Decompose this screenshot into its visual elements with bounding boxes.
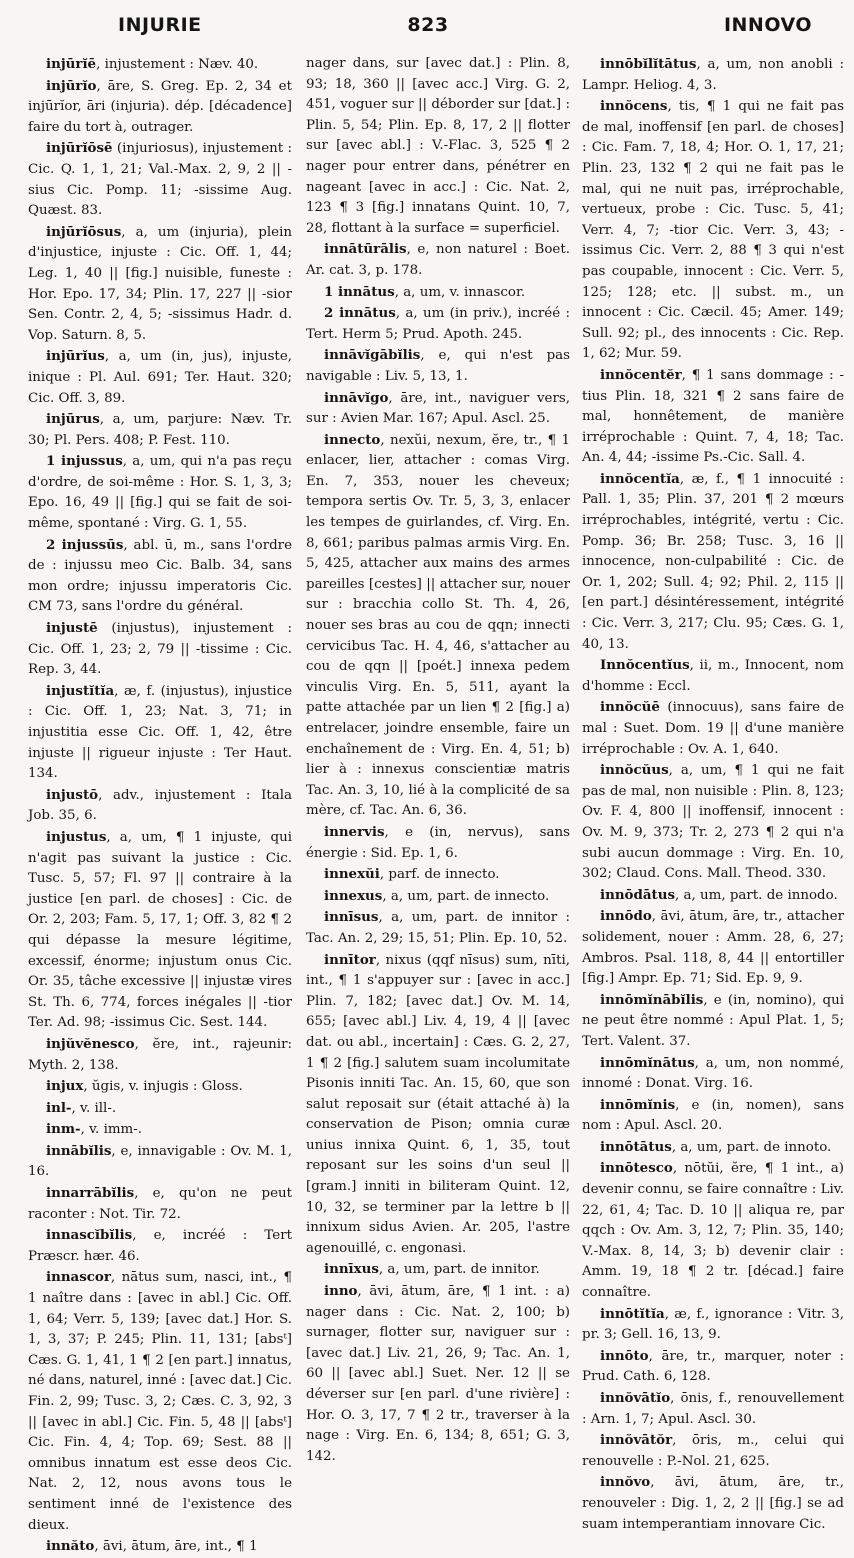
entry-headword: innŏvo <box>600 1474 651 1491</box>
entry-headword: 1 innātus <box>324 283 395 300</box>
entry-headword: innascor <box>46 1269 111 1286</box>
entry-headword: inno <box>324 1283 358 1300</box>
entry-definition: , nexŭi, nexum, ĕre, tr., ¶ 1 enlacer, lier, attacher : comas Virg. En. 7, 353, nouer les cheveux; tempora sertis Ov. Tr. 5, 3, 3, enlacer les tempes de guirlandes, cf. Virg. En. 8, 661; paribus palmas armis Virg. En. 5, 425, attacher aux mains des armes pareilles [cestes] || attacher sur, nouer sur : bracchia collo St. Th. 4, 26, nouer ses bras au cou de qqn; innecti cervicibus Tac. H. 4, 46, s'attacher au cou de qqn || [poét.] innexa pedem vinculis Virg. En. 5, 511, ayant la patte attachée par un lien ¶ 2 [fig.] a) entrelacer, joindre ensemble, faire un enchaînement de : Virg. En. 4, 51; b) lier à : innexus conscientiæ matris Tac. An. 3, 10, lié à la complicité de sa mère, cf. Tac. An. 6, 36. <box>306 432 570 819</box>
entry-headword: injux <box>46 1078 84 1095</box>
entry-headword: innōtĭtĭa <box>600 1305 665 1322</box>
dictionary-entry <box>306 54 570 239</box>
entry-headword: innōtātus <box>600 1138 672 1155</box>
entry-definition: nager dans, sur [avec dat.] : Plin. 8, 93; 18, 360 || [avec acc.] Virg. G. 2, 451, voguer sur || déborder sur [dat.] : Plin. 5, 54; Plin. Ep. 8, 17, 2 || flotter sur [avec abl.] : V.-Flac. 3, 525 ¶ 2 nager pour entrer dans, pénétrer en nageant [avec in acc.] : Cic. Nat. 2, 123 ¶ 3 [fig.] innatans Quint. 10, 7, 28, flottant à la surface = superficiel. <box>306 56 570 236</box>
entry-definition: , e (in, nomen), sans nom : Apul. Ascl. 20. <box>582 1097 844 1134</box>
entry-definition: , tis, ¶ 1 qui ne fait pas de mal, inoffensif [en parl. de choses] : Cic. Fam. 7, 18, 4; Hor. O. 1, 17, 21; Plin. 23, 132 ¶ 2 qui ne fait pas le mal, qui ne nuit pas, irréprochable, vertueux, probe : Cic. Tusc. 5, 41; Verr. 4, 7; -tior Cic. Verr. 3, 43; -issimus Cic. Verr. 2, 88 ¶ 3 qui n'est pas coupable, innocent : Cic. Verr. 5, 125; 128; etc. || subst. m., un innocent : Cic. Cæcil. 45; Amer. 149; Sull. 92; pl., des innocents : Cic. Rep. 1, 62; Mur. 59. <box>582 99 844 362</box>
entry-definition: , nixus (qqf nīsus) sum, nīti, int., ¶ 1 s'appuyer sur : [avec in acc.] Plin. 7, 182; [avec dat.] Ov. M. 14, 655; [avec abl.] Liv. 4, 19, 4 || [avec dat. ou abl., incertain] : Cæs. G. 2, 27, 1 ¶ 2 [fig.] salutem suam incolumitate Pisonis inniti Tac. An. 15, 60, que son salut reposait sur (était attaché à) la conservation de Pison; omnia curæ unius innixa Quint. 6, 1, 35, tout reposant sur les soins d'un seul || [gram.] inniti in biliteram Quint. 12, 10, 32, se terminer par la lettre b || innixum sidus Avien. Ar. 205, l'astre agenouillé, c. engonasi. <box>306 952 570 1256</box>
entry-headword: injūrus <box>46 411 100 428</box>
entry-headword: innŏcentĕr <box>600 366 682 383</box>
entry-definition: , ii, m., Innocent, nom d'homme : Eccl. <box>582 658 844 694</box>
entry-definition: , nōtŭi, ĕre, ¶ 1 int., a) devenir connu, se faire connaître : Liv. 22, 61, 4; Tac. D. 10 || aliqua re, par qqch : Ov. Am. 3, 12, 7; Plin. 35, 140; V.-Max. 8, 14, 3; b) devenir clair : Amm. 19, 18 ¶ 2 tr. [décad.] faire connaître. <box>582 1161 844 1301</box>
entry-headword: innecto <box>324 431 381 448</box>
dictionary-entry <box>28 346 292 409</box>
entry-headword: innŏcentĭa <box>600 470 680 487</box>
dictionary-entry <box>582 1095 844 1137</box>
entry-definition: , abl. ū, m., sans l'ordre de : injussu meo Cic. Balb. 34, sans mon ordre; injussu imperatoris Cic. CM 73, sans l'ordre du général. <box>28 537 293 615</box>
entry-definition: , e, qu'on ne peut raconter : Not. Tir. 72. <box>28 1186 292 1222</box>
column-left <box>28 54 293 1555</box>
entry-headword: innōmĭnābĭlis <box>600 991 704 1008</box>
dictionary-entry <box>582 697 844 760</box>
entry-headword: innōmĭnātus <box>600 1054 695 1071</box>
entry-headword: injūrĭē <box>46 56 97 72</box>
dictionary-entry <box>582 54 844 96</box>
dictionary-entry <box>28 451 292 534</box>
dictionary-entry <box>582 469 844 655</box>
entry-headword: innŏvātŏr <box>600 1432 673 1449</box>
dictionary-entry <box>306 1281 570 1467</box>
page-header <box>0 14 854 54</box>
dictionary-entry <box>582 1158 844 1303</box>
entry-definition: , āvi, ātum, āre, tr., attacher solidement, nouer : Amm. 28, 6, 27; Ambros. Psal. 118, 8, 44 || entortiller [fig.] Ampr. Ep. 71; Sid. Ep. 9, 9. <box>582 909 844 987</box>
entry-headword: innervis <box>324 823 385 840</box>
page-number: 823 <box>407 14 449 36</box>
entry-definition: , a, um, parjure: Næv. Tr. 30; Pl. Pers. 408; P. Fest. 110. <box>28 412 292 448</box>
dictionary-entry <box>582 1304 844 1346</box>
entry-headword: injustō <box>46 786 99 803</box>
entry-definition: , a, um, ¶ 1 qui ne fait pas de mal, non nuisible : Plin. 8, 123; Ov. F. 4, 800 || inoffensif, innocent : Ov. M. 9, 373; Tr. 2, 273 ¶ 2 qui n'a subi aucun dommage : Virg. En. 10, 302; Claud. Cons. Mall. Theod. 330. <box>582 763 844 882</box>
entry-headword: innātūrālis <box>324 241 407 258</box>
column-right <box>582 54 844 1532</box>
entry-headword: injūrĭōsus <box>46 223 122 240</box>
dictionary-entry <box>582 365 844 469</box>
column-middle <box>306 54 570 1464</box>
entry-headword: Innŏcentĭus <box>600 657 690 674</box>
entry-definition: , e, non naturel : Boet. Ar. cat. 3, p. 178. <box>306 242 570 278</box>
entry-headword: innōbĭlĭtātus <box>600 56 697 72</box>
entry-definition: , āre, S. Greg. Ep. 2, 34 et injūrĭor, āri (injuria). dép. [décadence] faire du tort à, outrager. <box>28 78 292 135</box>
entry-definition: , æ, f., ignorance : Vitr. 3, pr. 3; Gell. 16, 13, 9. <box>582 1306 844 1343</box>
entry-definition: , ōnis, f., renouvellement : Arn. 1, 7; Apul. Ascl. 30. <box>582 1391 844 1427</box>
entry-headword: injūrĭōsē <box>46 140 113 157</box>
entry-definition: , æ, f. (injustus), injustice : Cic. Off. 1, 23; Nat. 3, 71; in injustitia esse Cic. Off. 1, 42, être injuste || rigueur injuste : Ter Haut. 134. <box>28 683 292 782</box>
dictionary-entry <box>306 388 570 430</box>
dictionary-entry <box>582 885 844 907</box>
dictionary-entry <box>28 76 292 139</box>
dictionary-entry <box>28 222 292 347</box>
dictionary-entry <box>582 1346 844 1388</box>
entry-definition: , ¶ 1 sans dommage : -tius Plin. 18, 321 ¶ 2 sans faire de mal, honnêtement, de manière irréprochable : Quint. 7, 4, 18; Tac. An. 4, 44; -issime Ps.-Cic. Sall. 4. <box>582 367 844 466</box>
entry-headword: injūrĭo <box>46 77 97 94</box>
dictionary-entry <box>306 1259 570 1281</box>
entry-headword: innexus <box>324 887 383 904</box>
dictionary-entry <box>28 681 292 785</box>
dictionary-entry <box>28 827 292 1034</box>
entry-definition: , āre, tr., marquer, noter : Prud. Cath. 6, 128. <box>582 1348 844 1385</box>
dictionary-entry <box>582 96 844 365</box>
dictionary-entry <box>582 906 844 989</box>
entry-definition: , e, innavigable : Ov. M. 1, 16. <box>28 1143 292 1180</box>
dictionary-entry <box>582 1472 844 1535</box>
entry-definition: (injustus), injustement : Cic. Off. 1, 23; 2, 79 || -tissime : Cic. Rep. 3, 44. <box>28 621 292 678</box>
entry-definition: , āvi, ātum, āre, tr., renouveler : Dig. 1, 2, 2 || [fig.] se ad suam intemperantiam innovare Cic. <box>582 1475 844 1532</box>
entry-definition: , ōris, m., celui qui renouvelle : P.-Nol. 21, 625. <box>582 1433 844 1469</box>
entry-definition: , adv., injustement : Itala Job. 35, 6. <box>28 787 292 824</box>
entry-headword: innāvĭgābĭlis <box>324 347 421 364</box>
dictionary-entry <box>28 409 292 451</box>
entry-definition: , e (in, nomino), qui ne peut être nommé : Apul Plat. 1, 5; Tert. Valent. 37. <box>582 992 844 1049</box>
entry-definition: , a, um, qui n'a pas reçu d'ordre, de soi-même : Hor. S. 1, 3, 3; Epo. 16, 49 || [fig.] qui se fait de soi-même, spontané : Virg. G. 1, 55. <box>28 454 292 532</box>
dictionary-entry <box>28 1267 292 1536</box>
dictionary-entry <box>28 785 292 827</box>
entry-definition: , a, um, part. de innecto. <box>382 888 550 904</box>
entry-definition: , a, um (in priv.), incréé : Tert. Herm 5; Prud. Apoth. 245. <box>306 306 570 342</box>
entry-definition: (innocuus), sans faire de mal : Suet. Dom. 19 || d'une manière irréprochable : Ov. A. 1, 640. <box>582 700 844 757</box>
entry-headword: innexŭi <box>324 866 380 883</box>
entry-definition: , a, um, non nommé, innomé : Donat. Virg. 16. <box>582 1055 844 1092</box>
header-left-guideword: INJURIE <box>118 14 202 36</box>
entry-definition: , a, um, non anobli : Lampr. Heliog. 4, 3. <box>582 57 844 93</box>
entry-definition: , ŭgis, v. injugis : Gloss. <box>83 1079 243 1095</box>
dictionary-entry <box>582 990 844 1053</box>
entry-definition: , e, incréé : Tert Præscr. hær. 46. <box>28 1228 292 1264</box>
entry-headword: injustĭtĭa <box>46 682 115 699</box>
entry-headword: innōdo <box>600 908 652 925</box>
entry-headword: inm- <box>46 1121 81 1138</box>
dictionary-entry <box>28 1119 292 1141</box>
entry-headword: 1 injussus <box>46 453 123 470</box>
dictionary-entry <box>28 1141 292 1183</box>
dictionary-entry <box>28 1098 292 1120</box>
entry-headword: innōtesco <box>600 1160 673 1177</box>
dictionary-entry <box>28 138 292 221</box>
entry-definition: , a, um (injuria), plein d'injustice, injuste : Cic. Off. 1, 44; Leg. 1, 40 || [fig.] nuisible, funeste : Hor. Epo. 17, 34; Plin. 17, 227 || -sior Sen. Contr. 2, 4, 5; -sissimus Hadr. d. Vop. Saturn. 8, 5. <box>28 224 292 343</box>
dictionary-entry <box>28 54 292 76</box>
entry-headword: innăto <box>46 1538 95 1555</box>
entry-headword: innōdātus <box>600 886 675 903</box>
entry-headword: innŏcŭē <box>600 699 660 716</box>
header-right-guideword: INNOVO <box>723 14 812 36</box>
dictionary-entry <box>582 1053 844 1095</box>
entry-headword: inl- <box>46 1099 72 1116</box>
dictionary-entry <box>28 1076 292 1098</box>
entry-definition: (injuriosus), injustement : Cic. Q. 1, 1, 21; Val.-Max. 2, 9, 2 || -sius Cic. Pomp. 11; -sissime Aug. Quæst. 83. <box>28 141 292 219</box>
entry-headword: 2 innātus <box>324 305 396 322</box>
entry-definition: , āre, int., naviguer vers, sur : Avien Mar. 167; Apul. Ascl. 25. <box>306 390 570 427</box>
entry-definition: , a, um, part. de innitor. <box>378 1262 540 1278</box>
entry-definition: , a, um, part. de innoto. <box>671 1139 832 1155</box>
dictionary-entry <box>28 1225 292 1267</box>
entry-headword: innŏcŭus <box>600 762 669 779</box>
entry-headword: innōmĭnis <box>600 1096 676 1113</box>
entry-headword: injŭvĕnesco <box>46 1035 135 1052</box>
dictionary-entry <box>306 950 570 1260</box>
dictionary-entry <box>582 1388 844 1430</box>
entry-headword: innŏvātĭo <box>600 1390 671 1406</box>
entry-definition: , a, um, part. de innitor : Tac. An. 2, 29; 15, 51; Plin. Ep. 10, 52. <box>306 910 570 946</box>
entry-definition: , e (in, nervus), sans énergie : Sid. Ep. 1, 6. <box>306 824 570 861</box>
dictionary-entry <box>306 282 570 304</box>
entry-definition: , āvi, ātum, āre, int., ¶ 1 <box>94 1539 258 1555</box>
entry-definition: , a, um, v. innascor. <box>394 284 526 300</box>
entry-definition: , v. ill-. <box>71 1100 117 1116</box>
dictionary-entry <box>582 1430 844 1472</box>
entry-headword: innōto <box>600 1347 649 1364</box>
entry-definition: , e, qui n'est pas navigable : Liv. 5, 13, 1. <box>306 348 570 384</box>
entry-headword: innarrābĭlis <box>46 1185 135 1202</box>
entry-definition: , a, um, part. de innodo. <box>675 887 838 903</box>
dictionary-entry <box>306 303 570 345</box>
entry-headword: innābĭlis <box>46 1142 112 1159</box>
dictionary-entry <box>582 655 844 697</box>
dictionary-entry <box>28 1536 292 1558</box>
dictionary-entry <box>306 907 570 949</box>
dictionary-entry <box>306 886 570 908</box>
dictionary-entry <box>306 864 570 886</box>
entry-headword: injūrĭus <box>46 348 105 365</box>
dictionary-entry <box>582 760 844 885</box>
entry-headword: 2 injussūs <box>46 536 124 553</box>
entry-definition: , parf. de innecto. <box>379 867 500 883</box>
dictionary-entry <box>28 1034 292 1076</box>
entry-headword: innascĭbĭlis <box>46 1227 133 1244</box>
entry-definition: , ĕre, int., rajeunir: Myth. 2, 138. <box>28 1036 292 1073</box>
entry-definition: , æ, f., ¶ 1 innocuité : Pall. 1, 35; Plin. 37, 201 ¶ 2 mœurs irréprochables, intégrité, vertu : Cic. Pomp. 36; Br. 258; Tusc. 3, 16 || innocence, non-culpabilité : Cic. de Or. 1, 202; Sull. 4; 92; Phil. 2, 115 || [en part.] désintéressement, intégrité : Cic. Verr. 3, 217; Clu. 95; Cæs. G. 1, 40, 13. <box>582 471 844 652</box>
entry-definition: , v. imm-. <box>80 1122 143 1138</box>
dictionary-entry <box>306 822 570 864</box>
entry-headword: innīxus <box>324 1261 379 1278</box>
dictionary-entry <box>582 1137 844 1159</box>
entry-definition: , a, um, ¶ 1 injuste, qui n'agit pas suivant la justice : Cic. Tusc. 5, 57; Fl. 97 || contraire à la justice [en parl. de choses] : Cic. de Or. 2, 203; Fam. 5, 17, 1; Off. 3, 82 ¶ 2 qui dépasse la mesure légitime, excessif, énorme; injustum onus Cic. Or. 35, tâche excessive || injustæ vires St. Th. 6, 774, forces inégales || -tior Ter. Ad. 98; -issimus Cic. Sest. 144. <box>28 829 292 1031</box>
entry-definition: , a, um (in, jus), injuste, inique : Pl. Aul. 691; Ter. Haut. 320; Cic. Off. 3, 89. <box>28 349 292 406</box>
dictionary-entry <box>306 239 570 281</box>
dictionary-entry <box>28 1183 292 1225</box>
dictionary-entry <box>306 345 570 387</box>
dictionary-entry <box>28 618 292 681</box>
entry-definition: , āvi, ātum, āre, ¶ 1 int. : a) nager dans : Cic. Nat. 2, 100; b) surnager, flotter sur, naviguer sur : [avec dat.] Liv. 21, 26, 9; Tac. An. 1, 60 || [avec abl.] Suet. Ner. 12 || se déverser sur [en parl. d'une rivière] : Hor. O. 3, 17, 7 ¶ 2 tr., traverser à la nage : Virg. En. 6, 134; 8, 651; G. 3, 142. <box>306 1284 570 1464</box>
dictionary-entry <box>306 430 570 822</box>
entry-headword: innīsus <box>324 909 379 926</box>
dictionary-entry <box>28 535 292 618</box>
entry-headword: innŏcens <box>600 98 668 115</box>
entry-headword: injustē <box>46 620 98 637</box>
entry-headword: injustus <box>46 828 107 845</box>
entry-definition: , nātus sum, nasci, int., ¶ 1 naître dans : [avec in abl.] Cic. Off. 1, 64; Verr. 5, 139; [avec dat.] Hor. S. 1, 3, 37; P. 245; Plin. 11, 131; [absᵗ] Cæs. G. 1, 41, 1 ¶ 2 [en part.] innatus, né dans, naturel, inné : [avec dat.] Cic. Fin. 2, 99; Tusc. 3, 2; Cæs. C. 3, 92, 3 || [avec in abl.] Cic. Fin. 5, 48 || [absᵗ] Cic. Fin. 4, 4; Top. 69; Sest. 88 || omnibus innatum est esse deos Cic. Nat. 2, 12, nous avons tous le sentiment inné de l'existence des dieux. <box>28 1270 292 1533</box>
entry-definition: , injustement : Næv. 40. <box>96 57 259 72</box>
entry-headword: innāvĭgo <box>324 389 389 406</box>
entry-headword: innītor <box>324 951 376 968</box>
